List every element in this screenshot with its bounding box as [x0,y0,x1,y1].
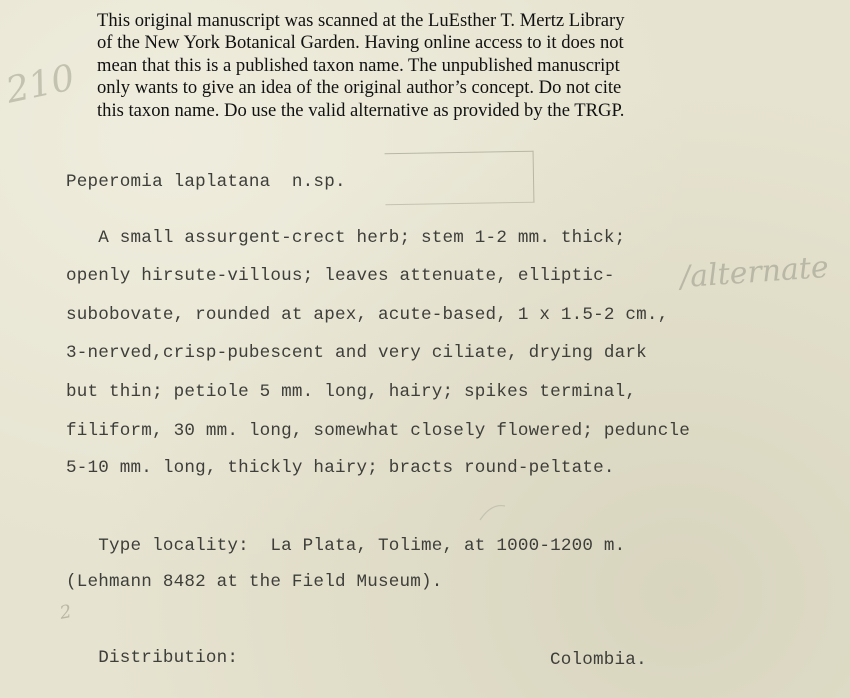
type-locality: Type locality: La Plata, Tolime, at 1000-1200 m. [66,536,626,556]
notice-line: only wants to give an idea of the original author’s concept. Do not cite [97,77,622,99]
description-line: A small assurgent-crect herb; stem 1-2 mm. thick; [66,228,626,248]
description-line: subobovate, rounded at apex, acute-based, 1 x 1.5-2 cm., [66,305,669,325]
margin-small-mark: 2 [58,601,74,624]
description-line: 3-nerved,crisp-pubescent and very ciliate, drying dark [66,343,647,363]
pencil-mark [478,500,508,524]
notice-line: this taxon name. Do use the valid alternative as provided by the TRGP. [97,99,625,121]
margin-number: 210 [2,57,79,112]
notice-line: This original manuscript was scanned at the LuEsther T. Mertz Library [97,10,625,31]
distribution-value: Colombia. [550,650,647,670]
description-line: 5-10 mm. long, thickly hairy; bracts round-peltate. [66,458,615,478]
margin-note-alternate: /alternate [678,249,830,296]
notice-line: of the New York Botanical Garden. Having online access to it does not [97,32,624,54]
notice-line: mean that this is a published taxon name. The unpublished manuscript [97,54,620,76]
specimen-citation: (Lehmann 8482 at the Field Museum). [66,572,443,592]
title-box-sketch [385,151,535,206]
description-line: openly hirsute-villous; leaves attenuate, elliptic- [66,266,615,286]
species-title: Peperomia laplatana n.sp. [66,172,346,192]
distribution-label: Distribution: [66,648,239,668]
description-line: filiform, 30 mm. long, somewhat closely flowered; peduncle [66,421,690,441]
library-notice [97,10,737,122]
description-line: but thin; petiole 5 mm. long, hairy; spikes terminal, [66,382,637,402]
